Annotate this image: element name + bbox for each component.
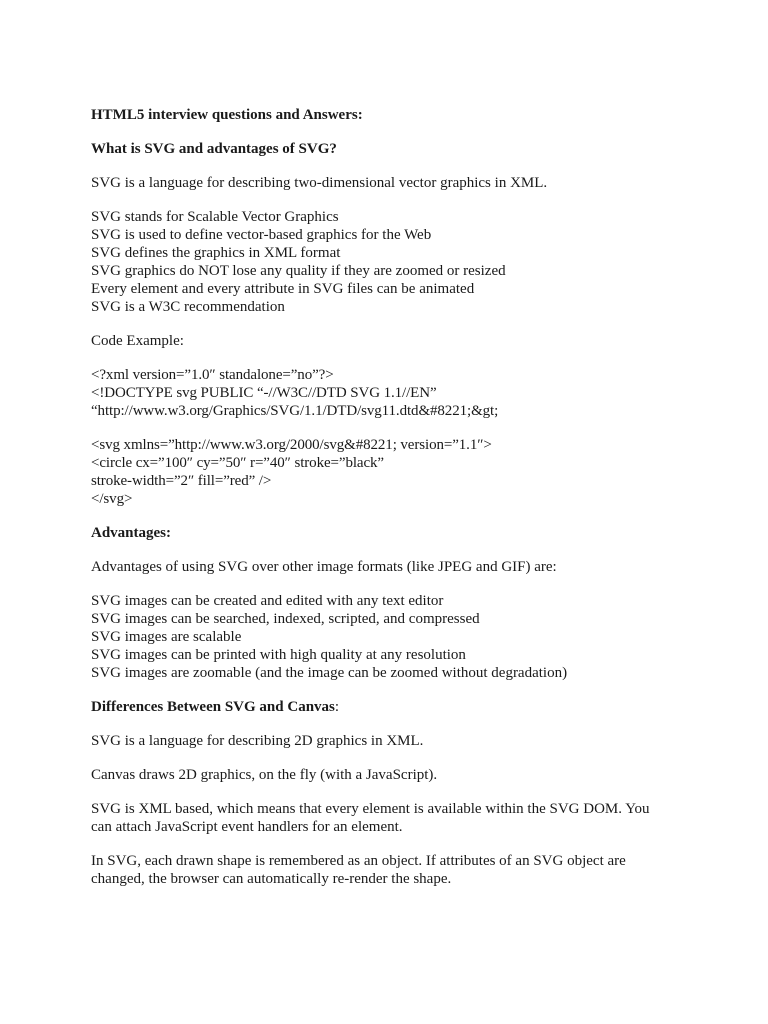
- differences-paragraph-4: [91, 852, 678, 888]
- code-line: <svg xmlns=”http://www.w3.org/2000/svg&#8221; version=”1.1″>: [91, 437, 492, 453]
- document-title: HTML5 interview questions and Answers:: [91, 107, 363, 123]
- differences-paragraph-1: SVG is a language for describing 2D graphics in XML.: [91, 733, 424, 749]
- code-block-svg: [91, 436, 678, 508]
- advantage-item: SVG images can be printed with high quality at any resolution: [91, 647, 466, 663]
- paragraph-line: can attach JavaScript event handlers for an element.: [91, 819, 403, 835]
- differences-paragraph-3: [91, 800, 678, 836]
- code-line: <!DOCTYPE svg PUBLIC “-//W3C//DTD SVG 1.1//EN”: [91, 385, 437, 401]
- advantages-intro: Advantages of using SVG over other image formats (like JPEG and GIF) are:: [91, 559, 557, 575]
- differences-paragraph-2: Canvas draws 2D graphics, on the fly (with a JavaScript).: [91, 767, 438, 783]
- advantage-item: SVG images are zoomable (and the image can be zoomed without degradation): [91, 665, 568, 681]
- svg-facts-list: [91, 208, 678, 316]
- svg-fact: Every element and every attribute in SVG files can be animated: [91, 281, 475, 297]
- code-line: <?xml version=”1.0″ standalone=”no”?>: [91, 367, 334, 383]
- paragraph-line: SVG is XML based, which means that every element is available within the SVG DOM. You: [91, 801, 650, 817]
- code-example-label: Code Example:: [91, 333, 184, 349]
- differences-colon: :: [334, 699, 340, 715]
- advantages-list: [91, 592, 678, 682]
- code-line: </svg>: [91, 491, 133, 507]
- differences-heading: Differences Between SVG and Canvas: [91, 699, 335, 715]
- svg-fact: SVG is a W3C recommendation: [91, 299, 285, 315]
- svg-fact: SVG is used to define vector-based graphics for the Web: [91, 227, 432, 243]
- paragraph-line: changed, the browser can automatically re-render the shape.: [91, 871, 452, 887]
- code-line: stroke-width=”2″ fill=”red” />: [91, 473, 272, 489]
- svg-fact: SVG graphics do NOT lose any quality if they are zoomed or resized: [91, 263, 506, 279]
- advantages-heading: Advantages:: [91, 525, 172, 541]
- svg-fact: SVG stands for Scalable Vector Graphics: [91, 209, 339, 225]
- advantage-item: SVG images are scalable: [91, 629, 242, 645]
- code-line: “http://www.w3.org/Graphics/SVG/1.1/DTD/svg11.dtd&#8221;&gt;: [91, 403, 499, 419]
- intro-paragraph: SVG is a language for describing two-dimensional vector graphics in XML.: [91, 175, 548, 191]
- differences-heading-row: [91, 698, 678, 716]
- advantage-item: SVG images can be searched, indexed, scripted, and compressed: [91, 611, 480, 627]
- code-block-doctype: [91, 366, 678, 420]
- paragraph-line: In SVG, each drawn shape is remembered as an object. If attributes of an SVG object are: [91, 853, 626, 869]
- svg-fact: SVG defines the graphics in XML format: [91, 245, 341, 261]
- advantage-item: SVG images can be created and edited with any text editor: [91, 593, 444, 609]
- code-line: <circle cx=”100″ cy=”50″ r=”40″ stroke=”black”: [91, 455, 384, 471]
- question-heading: What is SVG and advantages of SVG?: [91, 141, 337, 157]
